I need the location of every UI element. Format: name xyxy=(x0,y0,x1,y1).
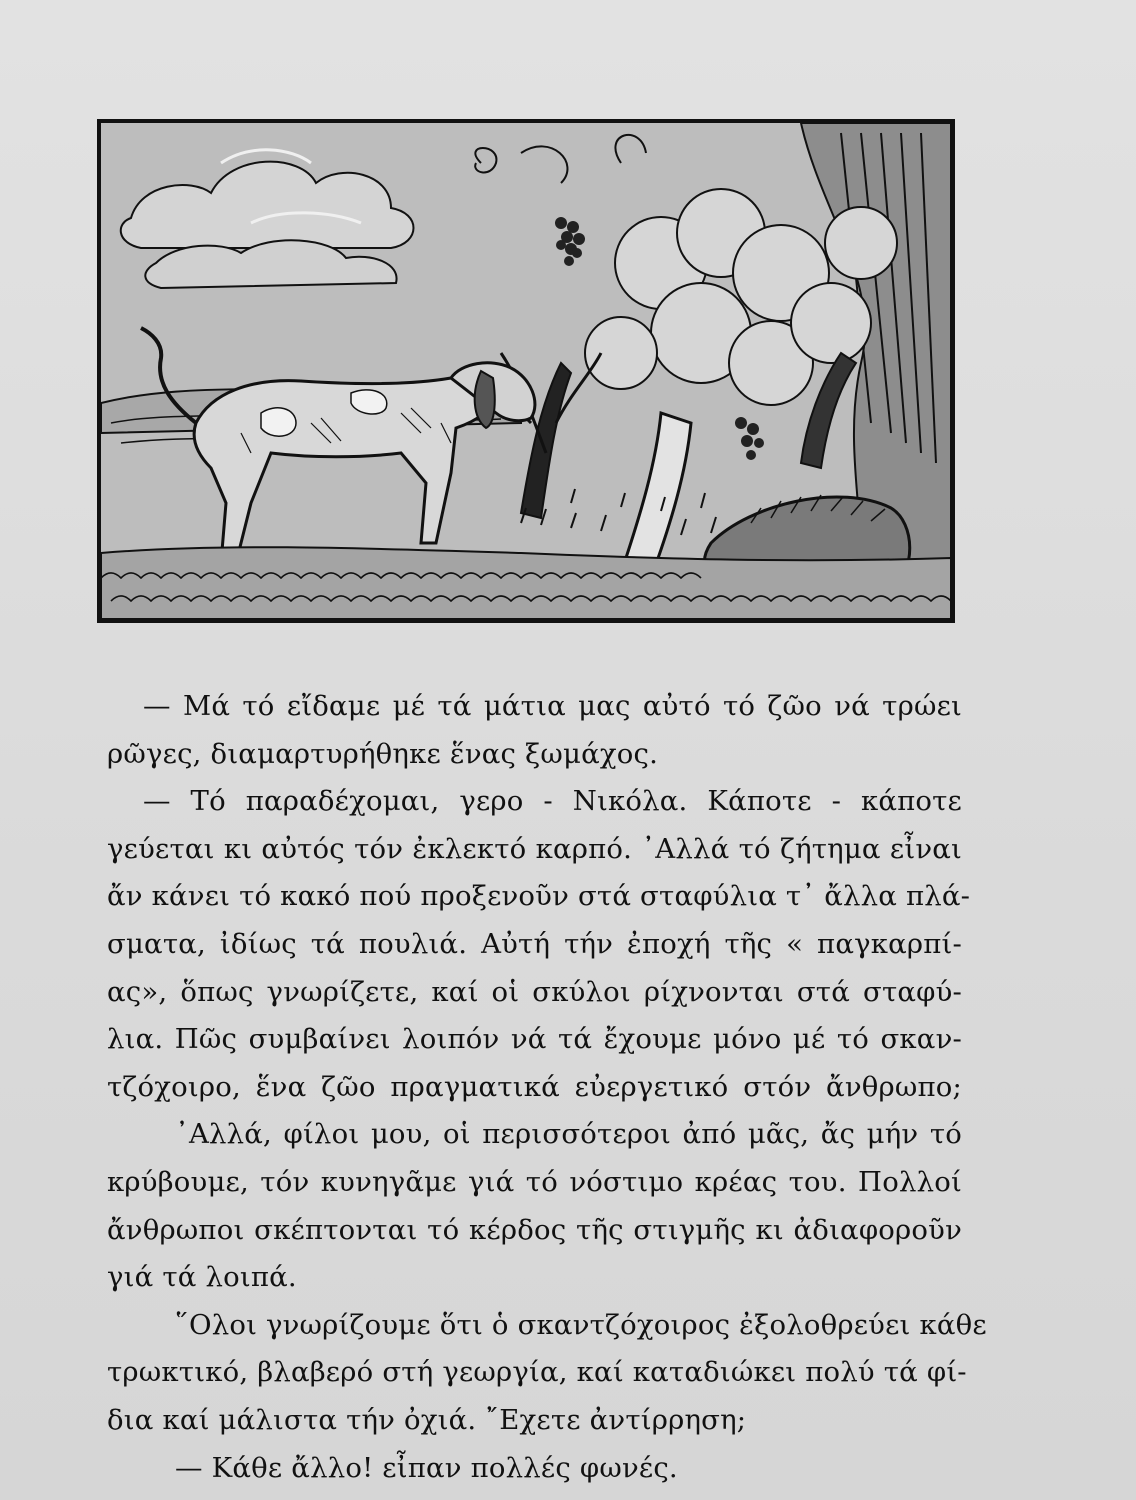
text-line-6: σματα, ἰδίως τά πουλιά. Αὐτή τήν ἐποχή τῆς « παγκαρπί- xyxy=(107,927,962,960)
text-line-4: γεύεται κι αὐτός τόν ἐκλεκτό καρπό. ᾿Αλλά τό ζήτημα εἶναι xyxy=(107,832,962,865)
text-line-14: ῞Ολοι γνωρίζουμε ὅτι ὁ σκαντζόχοιρος ἐξολοθρεύει κάθε xyxy=(175,1308,987,1341)
engraving-illustration xyxy=(97,119,955,623)
text-line-12: ἄνθρωποι σκέπτονται τό κέρδος τῆς στιγμῆς κι ἀδιαφοροῦν xyxy=(107,1213,962,1246)
engraving-drawing xyxy=(101,123,951,619)
text-line-11: κρύβουμε, τόν κυνηγᾶμε γιά τό νόστιμο κρέας του. Πολλοί xyxy=(107,1165,962,1198)
text-line-13: γιά τά λοιπά. xyxy=(107,1261,297,1294)
body-text xyxy=(107,683,987,1492)
text-line-15: τρωκτικό, βλαβερό στή γεωργία, καί καταδιώκει πολύ τά φί- xyxy=(107,1356,967,1389)
text-line-3: — Τό παραδέχομαι, γερο - Νικόλα. Κάποτε - κάποτε xyxy=(143,785,962,818)
text-line-9: τζόχοιρο, ἕνα ζῶο πραγματικά εὐεργετικό στόν ἄνθρωπο; xyxy=(107,1070,962,1103)
text-line-5: ἄν κάνει τό κακό πού προξενοῦν στά σταφύλια τ᾿ ἄλλα πλά- xyxy=(107,880,971,913)
text-line-1: — Μά τό εἴδαμε μέ τά μάτια μας αὐτό τό ζῶο νά τρώει xyxy=(143,690,962,722)
text-line-7: ας», ὅπως γνωρίζετε, καί οἱ σκύλοι ρίχνονται στά σταφύ- xyxy=(107,975,962,1008)
text-line-16: δια καί μάλιστα τήν ὀχιά. ῎Εχετε ἀντίρρηση; xyxy=(107,1403,747,1436)
text-line-2: ρῶγες, διαμαρτυρήθηκε ἕνας ξωμάχος. xyxy=(107,737,659,770)
text-line-10: ᾿Αλλά, φίλοι μου, οἱ περισσότεροι ἀπό μᾶς, ἄς μήν τό xyxy=(175,1118,962,1151)
text-line-8: λια. Πῶς συμβαίνει λοιπόν νά τά ἔχουμε μόνο μέ τό σκαν- xyxy=(107,1023,962,1056)
text-line-17: — Κάθε ἄλλο! εἶπαν πολλές φωνές. xyxy=(175,1451,678,1484)
